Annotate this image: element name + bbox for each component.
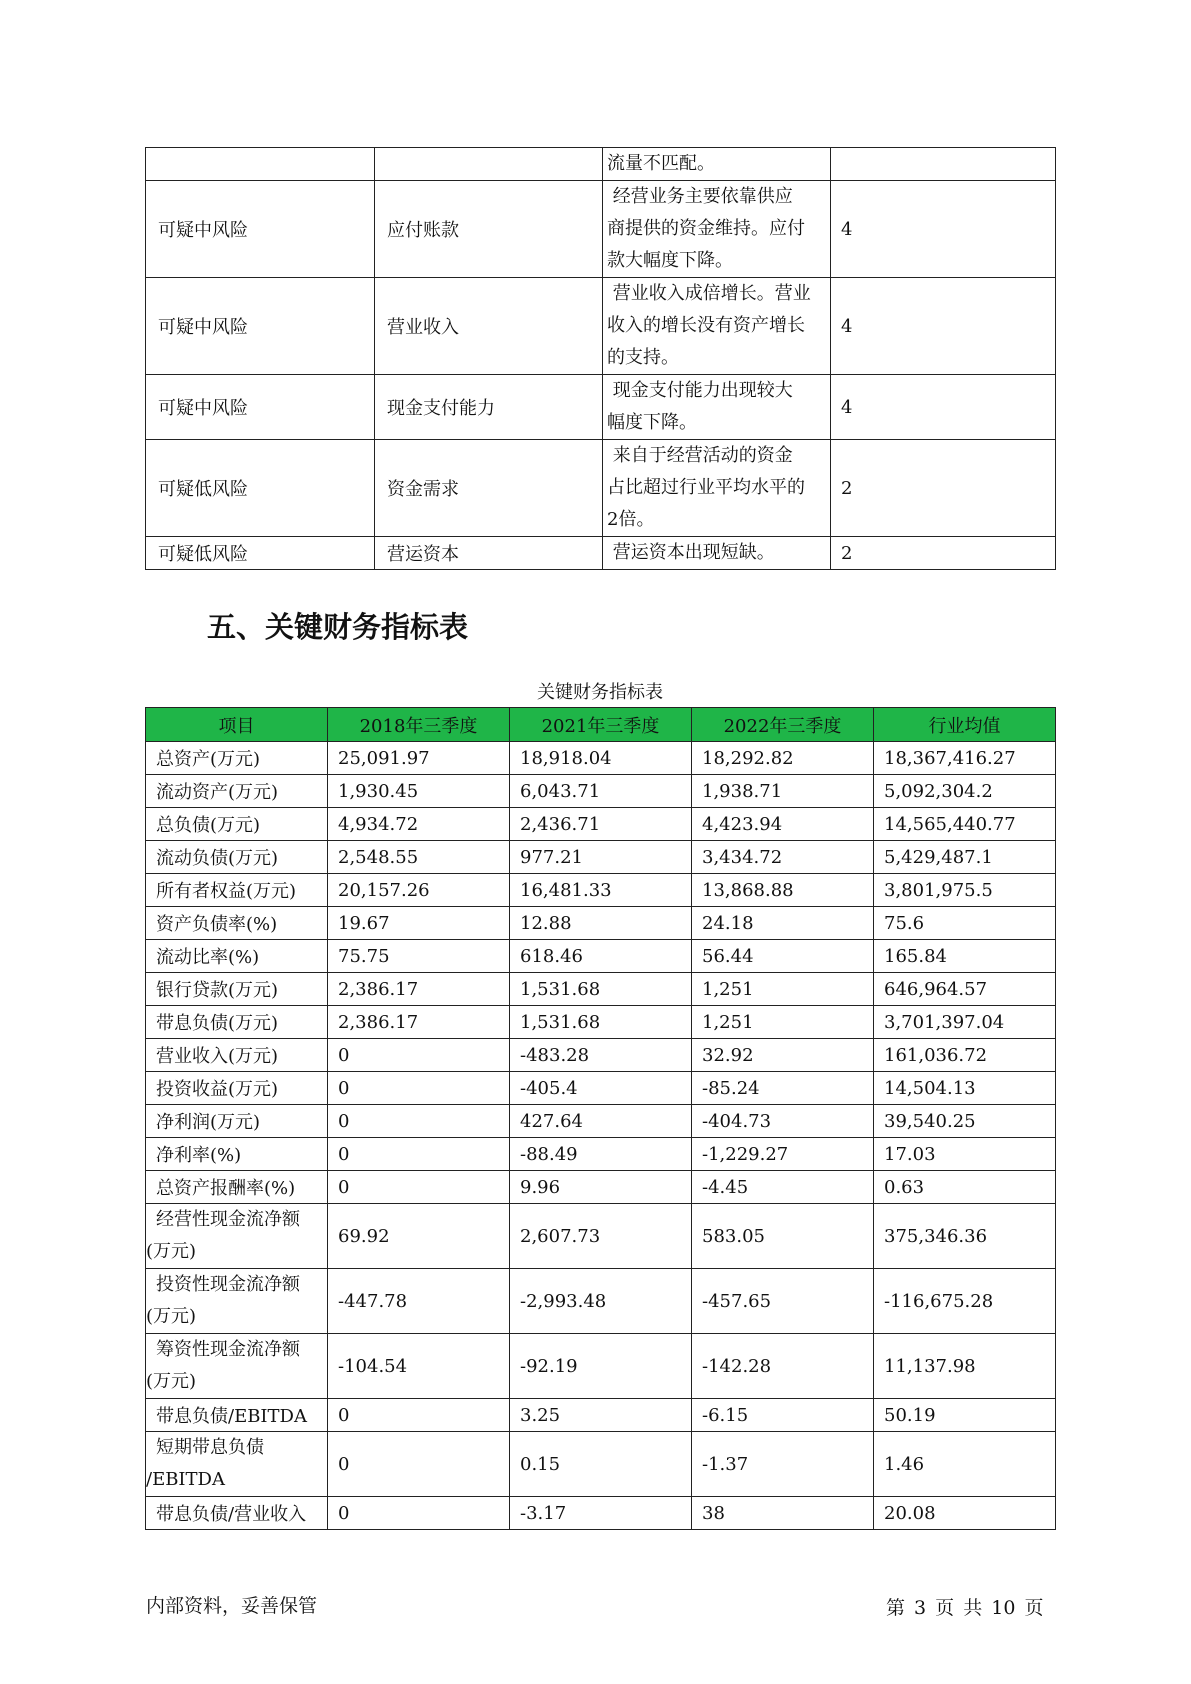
risk-description: [603, 148, 831, 181]
indicator-value: 56.44: [692, 940, 874, 973]
indicator-value: 38: [692, 1497, 874, 1530]
table-row: [146, 1269, 1056, 1334]
indicator-value: 2,607.73: [510, 1204, 692, 1269]
footer-page-number: 第 3 页 共 10 页: [886, 1597, 1044, 1619]
risk-score: 2: [831, 440, 1056, 537]
indicator-value: 1,531.68: [510, 1006, 692, 1039]
indicator-value: 161,036.72: [874, 1039, 1056, 1072]
table-row: [146, 808, 1056, 841]
risk-row: [146, 375, 1056, 440]
indicator-value: -88.49: [510, 1138, 692, 1171]
indicator-value: 3,801,975.5: [874, 874, 1056, 907]
footer-confidential-note: 内部资料，妥善保管: [146, 1595, 318, 1617]
indicator-value: 11,137.98: [874, 1334, 1056, 1399]
indicator-value: 583.05: [692, 1204, 874, 1269]
indicator-value: 25,091.97: [328, 742, 510, 775]
indicator-value: 2,548.55: [328, 841, 510, 874]
indicator-label: [146, 1204, 328, 1269]
column-header: 行业均值: [874, 708, 1056, 742]
risk-table: [145, 147, 1056, 570]
risk-score: 2: [831, 537, 1056, 570]
indicator-value: 3,434.72: [692, 841, 874, 874]
risk-description-line: 营业收入成倍增长。营业: [607, 283, 811, 304]
table-row: [146, 841, 1056, 874]
indicator-label-line: 筹资性现金流净额: [156, 1339, 300, 1360]
indicator-value: 2,386.17: [328, 973, 510, 1006]
indicator-value: 0: [328, 1039, 510, 1072]
indicator-value: -483.28: [510, 1039, 692, 1072]
indicator-value: -1.37: [692, 1432, 874, 1497]
indicator-value: 75.75: [328, 940, 510, 973]
indicator-label-line: 经营性现金流净额: [156, 1209, 300, 1230]
indicator-label: 流动资产(万元): [146, 775, 328, 808]
risk-description-line: 经营业务主要依靠供应: [607, 186, 793, 207]
indicator-value: 75.6: [874, 907, 1056, 940]
risk-row: [146, 537, 1056, 570]
risk-row: [146, 278, 1056, 375]
indicator-label-line: 投资性现金流净额: [156, 1274, 300, 1295]
risk-description-line: 现金支付能力出现较大: [607, 380, 793, 401]
indicator-value: 50.19: [874, 1399, 1056, 1432]
indicator-value: 24.18: [692, 907, 874, 940]
table-row: [146, 1138, 1056, 1171]
indicator-label: [146, 1269, 328, 1334]
table-row: [146, 1171, 1056, 1204]
table-row: [146, 775, 1056, 808]
indicator-label: 净利率(%): [146, 1138, 328, 1171]
indicator-value: 18,367,416.27: [874, 742, 1056, 775]
table-header-row: [146, 708, 1056, 742]
table-row: [146, 1204, 1056, 1269]
indicator-value: 0: [328, 1497, 510, 1530]
indicator-label: 所有者权益(万元): [146, 874, 328, 907]
indicator-label: 营业收入(万元): [146, 1039, 328, 1072]
indicator-label: 银行贷款(万元): [146, 973, 328, 1006]
indicator-value: -92.19: [510, 1334, 692, 1399]
indicator-value: 4,934.72: [328, 808, 510, 841]
indicator-value: 4,423.94: [692, 808, 874, 841]
indicator-value: 16,481.33: [510, 874, 692, 907]
column-header: 2018年三季度: [328, 708, 510, 742]
indicator-value: 646,964.57: [874, 973, 1056, 1006]
indicator-label: 总负债(万元): [146, 808, 328, 841]
indicator-value: 2,436.71: [510, 808, 692, 841]
indicator-value: -404.73: [692, 1105, 874, 1138]
indicator-value: 0.15: [510, 1432, 692, 1497]
indicator-value: 0: [328, 1399, 510, 1432]
risk-score: 4: [831, 278, 1056, 375]
indicator-value: 165.84: [874, 940, 1056, 973]
indicator-value: 2,386.17: [328, 1006, 510, 1039]
indicator-label: 总资产报酬率(%): [146, 1171, 328, 1204]
table-row: [146, 1072, 1056, 1105]
indicator-value: -116,675.28: [874, 1269, 1056, 1334]
indicator-value: 1,251: [692, 1006, 874, 1039]
risk-item: 营业收入: [375, 278, 603, 375]
risk-description-line: 商提供的资金维持。应付: [607, 218, 805, 239]
risk-score: [831, 148, 1056, 181]
table-row: [146, 907, 1056, 940]
risk-description: [603, 537, 831, 570]
table-row: [146, 742, 1056, 775]
indicator-value: -142.28: [692, 1334, 874, 1399]
indicator-value: -3.17: [510, 1497, 692, 1530]
indicator-value: 1,938.71: [692, 775, 874, 808]
indicator-value: 32.92: [692, 1039, 874, 1072]
risk-level: 可疑中风险: [146, 278, 375, 375]
indicator-label: 资产负债率(%): [146, 907, 328, 940]
risk-item: [375, 148, 603, 181]
indicator-value: 20.08: [874, 1497, 1056, 1530]
risk-description-line: 幅度下降。: [607, 412, 697, 433]
indicator-value: -4.45: [692, 1171, 874, 1204]
indicator-value: 3.25: [510, 1399, 692, 1432]
indicator-label: [146, 1334, 328, 1399]
risk-description: [603, 181, 831, 278]
risk-description: [603, 375, 831, 440]
indicator-value: 3,701,397.04: [874, 1006, 1056, 1039]
table-row: [146, 973, 1056, 1006]
indicator-value: 0: [328, 1138, 510, 1171]
indicator-value: 6,043.71: [510, 775, 692, 808]
risk-description-line: 占比超过行业平均水平的: [607, 477, 805, 498]
risk-level: [146, 148, 375, 181]
risk-level: 可疑低风险: [146, 440, 375, 537]
indicator-value: 18,918.04: [510, 742, 692, 775]
indicator-value: 14,504.13: [874, 1072, 1056, 1105]
indicator-value: 12.88: [510, 907, 692, 940]
indicator-value: 9.96: [510, 1171, 692, 1204]
indicator-label: 流动负债(万元): [146, 841, 328, 874]
risk-description-line: 的支持。: [607, 347, 679, 368]
risk-level: 可疑中风险: [146, 375, 375, 440]
indicator-value: 39,540.25: [874, 1105, 1056, 1138]
risk-row: [146, 148, 1056, 181]
indicator-value: 0: [328, 1432, 510, 1497]
indicator-value: 0: [328, 1072, 510, 1105]
risk-item: 营运资本: [375, 537, 603, 570]
indicator-label: 流动比率(%): [146, 940, 328, 973]
risk-description: [603, 440, 831, 537]
column-header: 2021年三季度: [510, 708, 692, 742]
indicator-value: 14,565,440.77: [874, 808, 1056, 841]
risk-description-line: 营运资本出现短缺。: [607, 542, 775, 563]
indicator-value: -6.15: [692, 1399, 874, 1432]
indicator-label: 带息负债/EBITDA: [146, 1399, 328, 1432]
financial-indicator-table: [145, 707, 1056, 1530]
indicator-value: 1,930.45: [328, 775, 510, 808]
indicator-value: 17.03: [874, 1138, 1056, 1171]
table-row: [146, 940, 1056, 973]
indicator-value: 1,531.68: [510, 973, 692, 1006]
table-row: [146, 1105, 1056, 1138]
table-caption: 关键财务指标表: [537, 682, 663, 703]
indicator-value: 13,868.88: [692, 874, 874, 907]
risk-row: [146, 181, 1056, 278]
indicator-value: 0: [328, 1171, 510, 1204]
indicator-value: -1,229.27: [692, 1138, 874, 1171]
risk-description-line: 来自于经营活动的资金: [607, 445, 793, 466]
indicator-label: 带息负债(万元): [146, 1006, 328, 1039]
indicator-value: -447.78: [328, 1269, 510, 1334]
indicator-label: 总资产(万元): [146, 742, 328, 775]
indicator-value: 1.46: [874, 1432, 1056, 1497]
indicator-value: 5,429,487.1: [874, 841, 1056, 874]
table-row: [146, 1006, 1056, 1039]
risk-row: [146, 440, 1056, 537]
indicator-value: 0: [328, 1105, 510, 1138]
column-header: 2022年三季度: [692, 708, 874, 742]
section-heading: 五、关键财务指标表: [207, 610, 469, 644]
indicator-value: 5,092,304.2: [874, 775, 1056, 808]
indicator-label-line: (万元): [146, 1306, 197, 1327]
indicator-value: 618.46: [510, 940, 692, 973]
risk-level: 可疑低风险: [146, 537, 375, 570]
indicator-value: 19.67: [328, 907, 510, 940]
risk-score: 4: [831, 181, 1056, 278]
risk-level: 可疑中风险: [146, 181, 375, 278]
indicator-label: 投资收益(万元): [146, 1072, 328, 1105]
table-row: [146, 874, 1056, 907]
indicator-value: 18,292.82: [692, 742, 874, 775]
indicator-label: 净利润(万元): [146, 1105, 328, 1138]
risk-item: 应付账款: [375, 181, 603, 278]
table-row: [146, 1039, 1056, 1072]
risk-description-line: 流量不匹配。: [607, 153, 715, 174]
indicator-value: 977.21: [510, 841, 692, 874]
indicator-value: -104.54: [328, 1334, 510, 1399]
indicator-value: 427.64: [510, 1105, 692, 1138]
risk-item: 现金支付能力: [375, 375, 603, 440]
indicator-value: 69.92: [328, 1204, 510, 1269]
table-row: [146, 1432, 1056, 1497]
risk-description-line: 2倍。: [607, 509, 655, 530]
indicator-value: -457.65: [692, 1269, 874, 1334]
indicator-value: -2,993.48: [510, 1269, 692, 1334]
indicator-value: 375,346.36: [874, 1204, 1056, 1269]
table-row: [146, 1399, 1056, 1432]
risk-score: 4: [831, 375, 1056, 440]
risk-description-line: 款大幅度下降。: [607, 250, 733, 271]
indicator-value: -405.4: [510, 1072, 692, 1105]
risk-description: [603, 278, 831, 375]
indicator-label: 带息负债/营业收入: [146, 1497, 328, 1530]
indicator-value: 0.63: [874, 1171, 1056, 1204]
indicator-label: [146, 1432, 328, 1497]
indicator-value: 20,157.26: [328, 874, 510, 907]
indicator-label-line: (万元): [146, 1371, 197, 1392]
indicator-label-line: (万元): [146, 1241, 197, 1262]
indicator-value: -85.24: [692, 1072, 874, 1105]
column-header: 项目: [146, 708, 328, 742]
risk-description-line: 收入的增长没有资产增长: [607, 315, 805, 336]
risk-item: 资金需求: [375, 440, 603, 537]
table-row: [146, 1334, 1056, 1399]
indicator-label-line: 短期带息负债: [156, 1437, 264, 1458]
table-row: [146, 1497, 1056, 1530]
indicator-label-line: /EBITDA: [146, 1469, 225, 1490]
indicator-value: 1,251: [692, 973, 874, 1006]
